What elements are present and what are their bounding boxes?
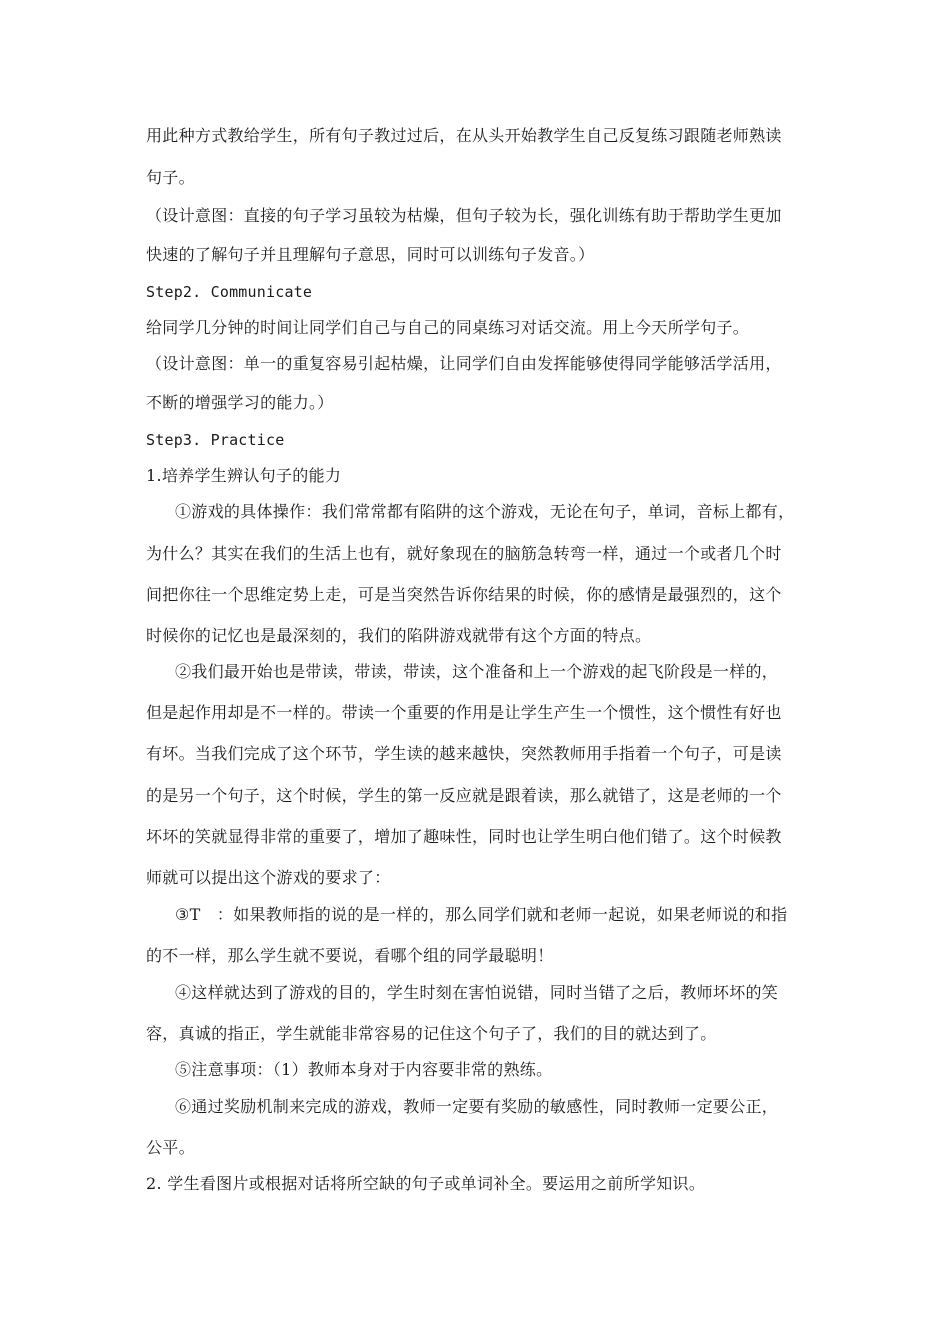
text-line: （设计意图：直接的句子学习虽较为枯燥，但句子较为长，强化训练有助于帮助学生更加 <box>146 206 782 225</box>
text-line: ⑤注意事项：（1）教师本身对于内容要非常的熟练。 <box>175 1060 553 1079</box>
text-line: 容，真诚的指正，学生就能非常容易的记住这个句子了，我们的目的就达到了。 <box>146 1024 717 1043</box>
text-line: ②我们最开始也是带读，带读，带读，这个准备和上一个游戏的起飞阶段是一样的， <box>175 662 779 681</box>
step-heading: Step2. Communicate <box>146 283 313 301</box>
text-line: ④这样就达到了游戏的目的，学生时刻在害怕说错，同时当错了之后，教师坏坏的笑 <box>175 983 779 1002</box>
list-item-heading: 1.培养学生辨认句子的能力 <box>146 466 342 485</box>
text-line: 有坏。当我们完成了这个环节，学生读的越来越快，突然教师用手指着一个句子，可是读 <box>146 744 782 763</box>
text-line: ⑥通过奖励机制来完成的游戏，教师一定要有奖励的敏感性，同时教师一定要公正， <box>175 1097 779 1116</box>
text-line: 师就可以提出这个游戏的要求了： <box>146 868 391 887</box>
text-line: ①游戏的具体操作：我们常常都有陷阱的这个游戏，无论在句子，单词，音标上都有， <box>175 502 795 521</box>
text-line: 给同学几分钟的时间让同学们自己与自己的同桌练习对话交流。用上今天所学句子。 <box>146 318 750 337</box>
text-line: 公平。 <box>146 1138 195 1157</box>
text-line: （设计意图：单一的重复容易引起枯燥，让同学们自由发挥能够使得同学能够活学活用， <box>146 354 782 373</box>
list-item-heading: 2. 学生看图片或根据对话将所空缺的句子或单词补全。要运用之前所学知识。 <box>146 1174 706 1193</box>
text-line: 为什么？其实在我们的生活上也有，就好象现在的脑筋急转弯一样，通过一个或者几个时 <box>146 544 782 563</box>
text-line: 的是另一个句子，这个时候，学生的第一反应就是跟着读，那么就错了，这是老师的一个 <box>146 786 782 805</box>
text-line: 但是起作用却是不一样的。带读一个重要的作用是让学生产生一个惯性，这个惯性有好也 <box>146 703 782 722</box>
text-line: 的不一样，那么学生就不要说，看哪个组的同学最聪明！ <box>146 946 554 965</box>
step-heading: Step3. Practice <box>146 431 285 449</box>
text-line: ③T ：如果教师指的说的是一样的，那么同学们就和老师一起说，如果老师说的和指 <box>175 905 788 924</box>
text-line: 快速的了解句子并且理解句子意思，同时可以训练句子发音。） <box>146 245 595 264</box>
text-line: 句子。 <box>146 168 195 187</box>
text-line: 坏坏的笑就显得非常的重要了，增加了趣味性，同时也让学生明白他们错了。这个时候教 <box>146 827 782 846</box>
text-line: 用此种方式教给学生，所有句子教过过后，在从头开始教学生自己反复练习跟随老师熟读 <box>146 126 782 145</box>
text-line: 时候你的记忆也是最深刻的，我们的陷阱游戏就带有这个方面的特点。 <box>146 626 652 645</box>
text-line: 不断的增强学习的能力。） <box>146 393 334 412</box>
text-line: 间把你往一个思维定势上走，可是当突然告诉你结果的时候，你的感情是最强烈的，这个 <box>146 585 782 604</box>
